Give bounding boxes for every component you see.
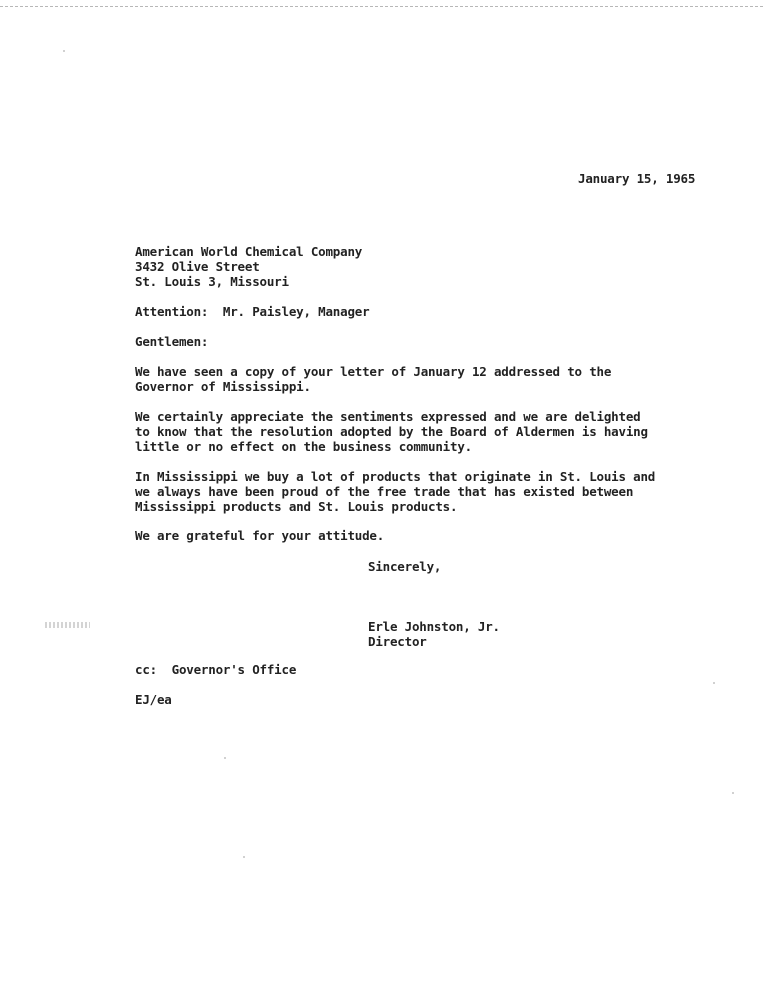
signature-block bbox=[368, 619, 500, 649]
paragraph-2-line-2: to know that the resolution adopted by the Board of Aldermen is having bbox=[135, 424, 648, 439]
recipient-city: St. Louis 3, Missouri bbox=[135, 274, 289, 289]
paper-speck bbox=[732, 792, 734, 794]
typist-initials: EJ/ea bbox=[135, 692, 172, 707]
margin-smudge bbox=[45, 622, 90, 628]
paragraph-1-line-2: Governor of Mississippi. bbox=[135, 379, 311, 394]
recipient-street: 3432 Olive Street bbox=[135, 259, 260, 274]
salutation: Gentlemen: bbox=[135, 334, 209, 349]
paper-speck bbox=[63, 50, 65, 52]
paragraph-1-line-1: We have seen a copy of your letter of January 12 addressed to the bbox=[135, 364, 612, 379]
recipient-company: American World Chemical Company bbox=[135, 244, 363, 259]
paper-speck bbox=[243, 856, 245, 858]
closing: Sincerely, bbox=[368, 559, 442, 574]
signer-name: Erle Johnston, Jr. bbox=[368, 619, 500, 634]
letter-date: January 15, 1965 bbox=[578, 171, 696, 186]
attention-line: Attention: Mr. Paisley, Manager bbox=[135, 304, 370, 319]
paragraph-2-line-3: little or no effect on the business community. bbox=[135, 439, 472, 454]
recipient-address bbox=[135, 244, 362, 289]
cc-line: cc: Governor's Office bbox=[135, 662, 297, 677]
paragraph-3-line-2: we always have been proud of the free trade that has existed between bbox=[135, 484, 634, 499]
paragraph-4: We are grateful for your attitude. bbox=[135, 528, 385, 543]
paragraph-2-line-1: We certainly appreciate the sentiments expressed and we are delighted bbox=[135, 409, 641, 424]
paragraph-1 bbox=[135, 364, 611, 394]
paragraph-3-line-3: Mississippi products and St. Louis products. bbox=[135, 499, 458, 514]
paragraph-2 bbox=[135, 409, 648, 454]
paper-speck bbox=[224, 757, 226, 759]
paragraph-3-line-1: In Mississippi we buy a lot of products that originate in St. Louis and bbox=[135, 469, 656, 484]
paragraph-3 bbox=[135, 469, 655, 514]
page-top-edge bbox=[0, 0, 763, 7]
paper-speck bbox=[713, 682, 715, 684]
signer-title: Director bbox=[368, 634, 427, 649]
